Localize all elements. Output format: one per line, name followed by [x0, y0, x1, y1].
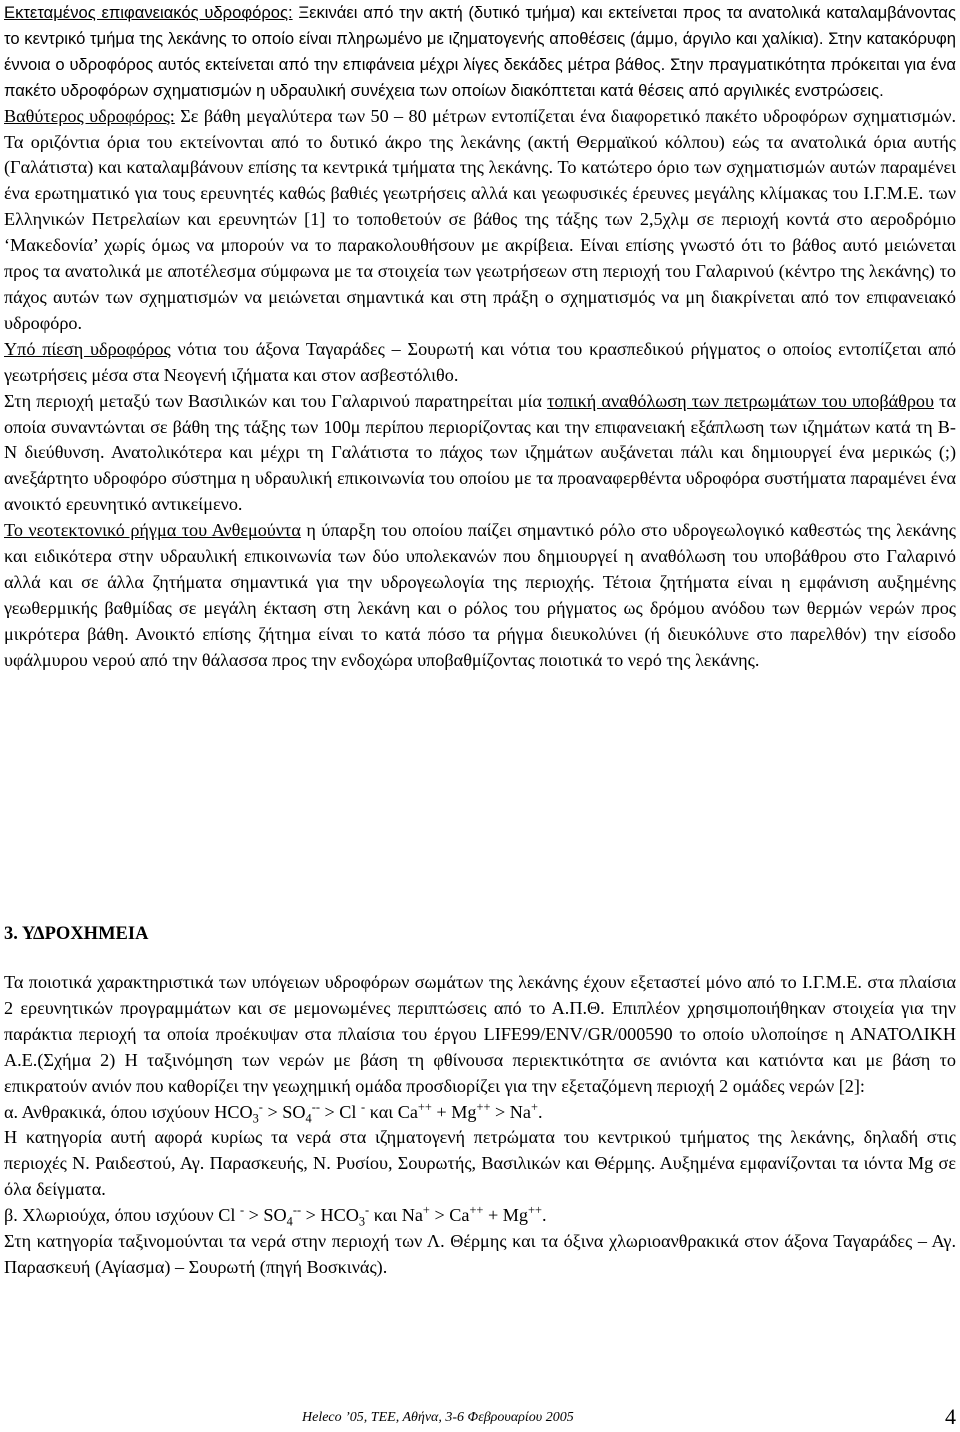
upper-text-block: [4, 0, 956, 674]
paragraph-chloride-areas: Στη κατηγορία ταξινομούνται τα νερά στην περιοχή των Λ. Θέρμης και τα όξινα χλωριοανθρακικά στον άξονα Ταγαράδες – Αγ. Παρασκευή (Αγίασμα) – Σουρωτή (πηγή Βοσκινάς).: [4, 1231, 956, 1277]
paragraph-title: Το νεοτεκτονικό ρήγμα του Ανθεμούντα: [4, 520, 301, 541]
paragraph-title: Εκτεταμένος επιφανειακός υδροφόρος:: [4, 3, 293, 22]
paragraph-carbonate-areas: Η κατηγορία αυτή αφορά κυρίως τα νερά στα ιζηματογενή πετρώματα του κεντρικού τμήματος της λεκάνης, δηλαδή στις περιοχές Ν. Ραιδεστού, Αγ. Παρασκευής, Ν. Ρυσίου, Σουρωτής, Βασιλικών και Θέρμης. Αυξημένα εμφανίζονται τα ιόντα Mg σε όλα δείγματα.: [4, 1127, 956, 1200]
paragraph-body: Σε βάθη μεγαλύτερα των 50 – 80 μέτρων εντοπίζεται ένα διαφορετικό πακέτο υδροφόρων σχηματισμών. Τα οριζόντια όρια του εκτείνονται από το δυτικό άκρο της λεκάνης (ακτή Θερμαϊκού κόλπου) εώς τα ανατολικά όρια αυτής (Γαλάτιστα) και καταλαμβάνουν επίσης τα κεντρικά τμήματα της λεκάνης. Το κατώτερο όριο των σχηματισμών αυτών παραμένει ένα ερωτηματικό για τους ερευνητές καθώς βαθιές γεωτρήσεις αλλά και γεωφυσικές έρευνες μεγάλης κλίμακας του Ι.Γ.Μ.Ε. των Ελληνικών Πετρελαίων και ερευνητών [1] το τοποθετούν σε βάθος της τάξης των 2,5χλμ σε περιοχή κοντά στο αεροδρόμιο ‘Μακεδονία’ χωρίς όμως να μπορούν να το παρακολουθήσουν με ακρίβεια. Είναι επίσης γνωστό ότι το βάθος αυτό μειώνεται προς τα ανατολικά με αποτέλεσμα σύμφωνα με τα στοιχεία των γεωτρήσεων στη περιοχή του Γαλαρινού (κέντρο της λεκάνης) το πάχος αυτών των σχηματισμών να μειώνεται σημαντικά και στη πράξη ο σχηματισμός να μη διακρίνεται από τον επιφανειακό υδροφόρο.: [4, 105, 956, 333]
paragraph-deep-aquifer: [4, 104, 956, 337]
hydrochemistry-text-block: [4, 970, 956, 1281]
paragraph-confined-aquifer: [4, 337, 956, 389]
paragraph-body: η ύπαρξη του οποίου παίζει σημαντικό ρόλο στο υδρογεωλογικό καθεστώς της λεκάνης και ειδικότερα στην υδραυλική επικοινωνία των δύο υπολεκανών που δημιουργεί η αναθόλωση του υποβάθρου στο Γαλαρινό αλλά και σε άλλα ζητήματα σημαντικά για την υδρογεωλογία της περιοχής. Τέτοια ζητήματα είναι η εμφάνιση αυξημένης γεωθερμικής βαθμίδας σε μεγάλη έκταση στη λεκάνη και ο ρόλος του ρήγματος ως δρόμου ανόδου των θερμών νερών προς μικρότερα βάθη. Ανοικτό επίσης ζήτημα είναι το κατά πόσο τα ρήγμα διευκολύνει (ή διευκόλυνε στο παρελθόν) την είσοδο υφάλμυρου νερού από την θάλασσα προς την ενδοχώρα υποβαθμίζοντας ποιοτικά το νερό της λεκάνης.: [4, 520, 956, 670]
formula-carbonate: α. Ανθρακικά, όπου ισχύουν $HCO_3^- > SO_4^{--} > Cl$ - και Ca++ + Mg++ > Na+.: [4, 1099, 543, 1126]
formula-chloride: β. Χλωριούχα, όπου ισχύουν Cl $^- > SO_4^{--} > HCO_3^-$ και Na+ > Ca++ + Mg++.: [4, 1203, 547, 1229]
section-heading: 3. ΥΔΡΟΧΗΜΕΙΑ: [4, 924, 149, 944]
paragraph-body: Ξεκινάει από την ακτή (δυτικό τμήμα) και εκτείνεται προς τα ανατολικά καταλαμβάνοντας το κεντρικό τμήμα της λεκάνης το οποίο είναι πληρωμένο με ιζηματογενής αποθέσεις (άμμο, άργιλο και χαλίκια). Στην κατακόρυφη έννοια ο υδροφόρος αυτός εκτείνεται από την επιφάνεια μέχρι λίγες δεκάδες μέτρα βάθος. Στην πραγματικότητα πρόκειται για ένα πακέτο υδροφόρων σχηματισμών η υδραυλική συνέχεια των οποίων διακόπτεται κατά θέσεις από αργιλικές ενστρώσεις.: [4, 3, 956, 100]
paragraph-underlined-phrase: τοπική αναθόλωση των πετρωμάτων του υποβάθρου: [547, 390, 935, 411]
paragraph-anthemounta-fault: [4, 518, 956, 673]
paragraph-basement-uplift: [4, 389, 956, 519]
footer-text: Heleco ’05, ΤΕΕ, Αθήνα, 3-6 Φεβρουαρίου 2005: [302, 1410, 574, 1425]
paragraph-title: Υπό πίεση υδροφόρος: [4, 338, 171, 359]
paragraph-body: νότια του άξονα Ταγαράδες – Σουρωτή και νότια του κρασπεδικού ρήγματος ο οποίος εντοπίζεται από γεωτρήσεις μέσα στα Νεογενή ιζήματα και στον ασβεστόλιθο.: [4, 338, 956, 385]
paragraph-surface-aquifer: [4, 0, 956, 104]
paragraph-title: Βαθύτερος υδροφόρος:: [4, 105, 175, 126]
page-footer: [0, 1404, 960, 1432]
paragraph-hydrochemistry-intro: Τα ποιοτικά χαρακτηριστικά των υπόγειων υδροφόρων σωμάτων της λεκάνης έχουν εξεταστεί μόνο από το Ι.Γ.Μ.Ε. στα πλαίσια 2 ερευνητικών προγραμμάτων και σε μεμονωμένες περιπτώσεις από το Α.Π.Θ. Επιπλέον χρησιμοποιήθηκαν στοιχεία για την παράκτια περιοχή τα οποία προέκυψαν στα πλαίσια του έργου LIFE99/ENV/GR/000590 το οποίο υλοποίησε η ΑΝΑΤΟΛΙΚΗ Α.Ε.(Σχήμα 2) Η ταξινόμηση των νερών με βάση τη φθίνουσα περιεκτικότητα σε ανιόντα και κατιόντα και με βάση το επικρατούν ανιόν που καθορίζει την γεωχημική ομάδα προσδιορίζει για την εξεταζόμενη περιοχή 2 ομάδες νερών [2]:: [4, 972, 956, 1096]
paragraph-body-pre: Στη περιοχή μεταξύ των Βασιλικών και του Γαλαρινού παρατηρείται μία: [4, 390, 548, 411]
page-number: 4: [945, 1404, 956, 1429]
paragraph-body-post: τα οποία συναντώνται σε βάθη της τάξης των 100μ περίπου περιορίζοντας και την επιφανειακή εξάπλωση των ιζημάτων κατά τη Β-Ν διεύθυνση. Ανατολικότερα και μέχρι τη Γαλάτιστα το πάχος των ιζημάτων αυξάνεται πάλι και δημιουργεί ένα μερικώς (;) ανεξάρτητο υδροφόρο σύστημα η υδραυλική επικοινωνία του οποίου με τα προαναφερθέντα υδροφόρα συστήματα παραμένει ένα ανοικτό ερευνητικό αντικείμενο.: [4, 390, 957, 515]
